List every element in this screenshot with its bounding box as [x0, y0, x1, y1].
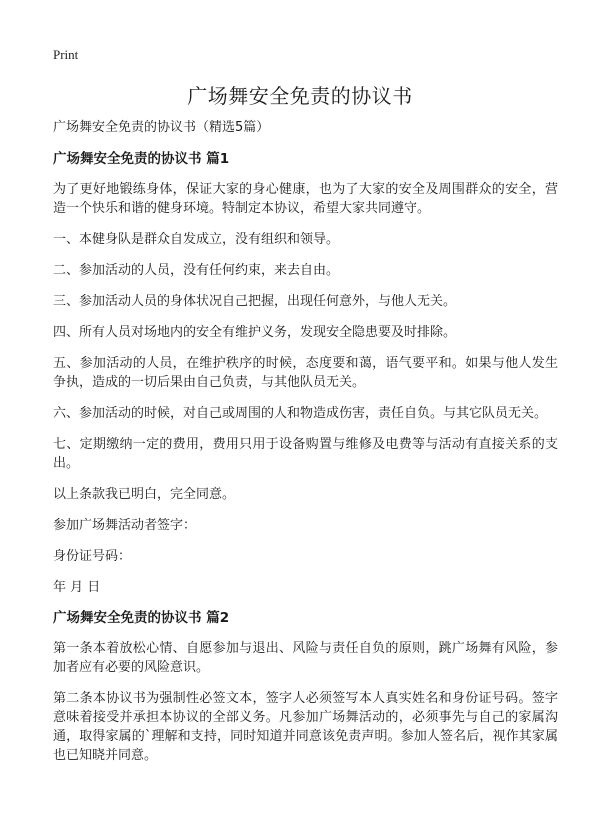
document-subtitle: 广场舞安全免责的协议书（精选5篇）: [53, 120, 270, 135]
page-title: 广场舞安全免责的协议书: [187, 84, 413, 108]
paragraph: 七、定期缴纳一定的费用，费用只用于设备购置与维修及电费等与活动有直接关系的支出。: [53, 437, 558, 471]
paragraph: 为了更好地锻练身体，保证大家的身心健康，也为了大家的安全及周围群众的安全，营造一个快乐和谐的健身环境。特制定本协议，希望大家共同遵守。: [53, 182, 558, 216]
print-link[interactable]: Print: [53, 47, 79, 62]
section-heading-2: 广场舞安全免责的协议书 篇2: [53, 610, 230, 626]
paragraph: 二、参加活动的人员，没有任何约束，来去自由。: [53, 263, 340, 278]
paragraph: 三、参加活动人员的身体状况自己把握，出现任何意外，与他人无关。: [53, 294, 457, 309]
paragraph: 以上条款我已明白，完全同意。: [53, 487, 236, 502]
paragraph: 四、所有人员对场地内的安全有维护义务，发现安全隐患要及时排除。: [53, 325, 457, 340]
paragraph: 五、参加活动的人员，在维护秩序的时候，态度要和蔼，语气要平和。如果与他人发生争执，造成的一切后果由自己负责，与其他队员无关。: [53, 356, 558, 390]
signature-line: 参加广场舞活动者签字：: [53, 518, 197, 533]
document-body: [53, 119, 558, 777]
paragraph: 第一条本着放松心情、自愿参加与退出、风险与责任自负的原则，跳广场舞有风险，参加者应有必要的风险意识。: [53, 641, 558, 675]
paragraph: 第二条本协议书为强制性必签文本，签字人必须签写本人真实姓名和身份证号码。签字意味着接受并承担本协议的全部义务。凡参加广场舞活动的，必须事先与自己的家属沟通，取得家属的`理解和支持，同时知道并同意该免责声明。参加人签名后，视作其家属也已知晓并同意。: [53, 691, 558, 763]
id-number-line: 身份证号码：: [53, 549, 132, 564]
paragraph: 六、参加活动的时候，对自己或周围的人和物造成伤害，责任自负。与其它队员无关。: [53, 406, 548, 421]
paragraph: 一、本健身队是群众自发成立，没有组织和领导。: [53, 232, 340, 247]
date-line: 年 月 日: [53, 580, 101, 595]
section-heading-1: 广场舞安全免责的协议书 篇1: [53, 151, 230, 167]
